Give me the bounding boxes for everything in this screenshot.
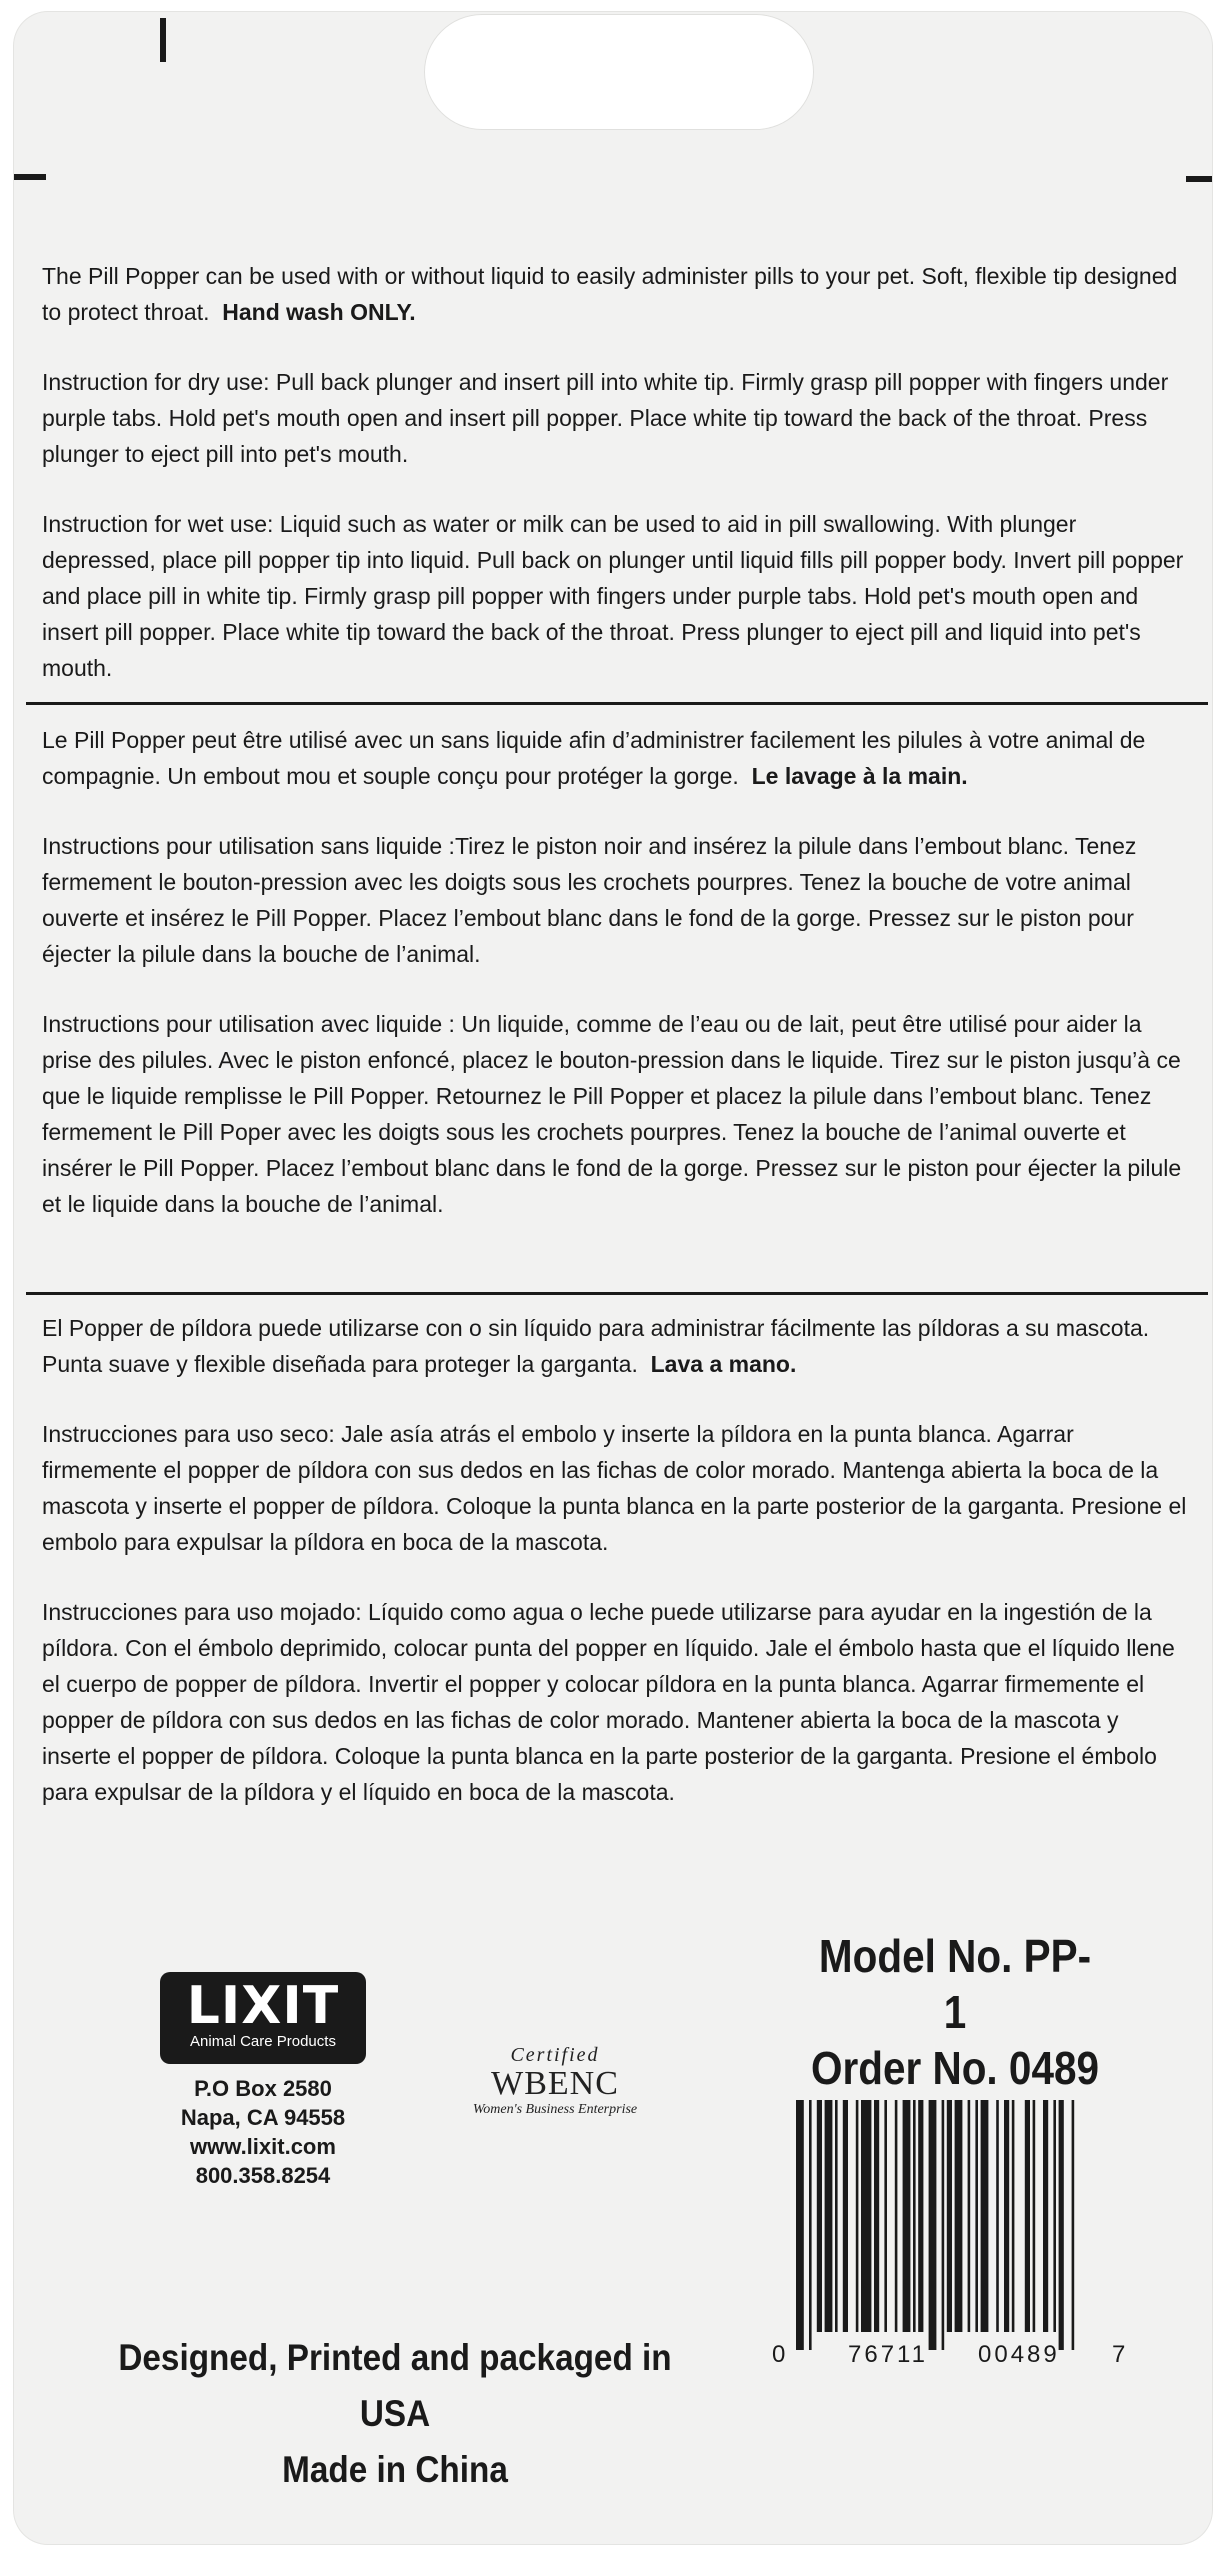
company-address: [160, 2074, 366, 2190]
barcode-bar: [1025, 2100, 1030, 2332]
french-hand-wash: Le lavage à la main.: [751, 763, 968, 789]
barcode-group-left: 76711: [848, 2341, 928, 2368]
divider-english-french: [26, 702, 1208, 705]
barcode-bars: [796, 2100, 1074, 2350]
divider-french-spanish: [26, 1292, 1208, 1295]
barcode-bar: [942, 2100, 945, 2350]
crop-mark-left: [14, 174, 46, 180]
french-intro: Le Pill Popper peut être utilisé avec un sans liquide afin d’administrer facilement les pilules à votre animal de compagnie. Un embout mou et souple conçu pour protéger la gorge. Le lavage à la main.: [42, 727, 1146, 789]
barcode-bar: [918, 2100, 923, 2332]
french-section: [42, 722, 1190, 1256]
logo-subtitle: Animal Care Products: [190, 2033, 336, 2050]
crop-mark-top: [160, 18, 166, 62]
spanish-intro: El Popper de píldora puede utilizarse con o sin líquido para administrar fácilmente las píldoras a su mascota. Punta suave y flexible diseñada para proteger la garganta. Lava a mano.: [42, 1315, 1150, 1377]
barcode-digit-right: 7: [1112, 2341, 1126, 2368]
barcode-bar: [1033, 2100, 1036, 2332]
english-section: [42, 258, 1190, 720]
barcode-group-right: 00489: [978, 2341, 1060, 2368]
barcode-bar: [1072, 2100, 1075, 2350]
spanish-wet-instructions: Instrucciones para uso mojado: Líquido como agua o leche puede utilizarse para ayudar en la ingestión de la píldora. Con el émbolo deprimido, colocar punta del popper en líquido. Jale el émbolo hasta que el líquido llene el cuerpo de popper de píldora. Invertir el popper y colocar píldora en la punta blanca. Agarrar firmemente el popper de píldora con sus dedos en las fichas de color morado. Mantener abierta la boca de la mascota y inserte el popper de píldora. Coloque la punta blanca en la parte posterior de la garganta. Presione el émbolo para expulsar de la píldora y el líquido en boca de la mascota.: [42, 1599, 1175, 1805]
barcode-bar: [861, 2100, 871, 2332]
address-city: Napa, CA 94558: [180, 2105, 346, 2130]
address-po-box: P.O Box 2580: [194, 2076, 332, 2101]
english-wet-instructions: Instruction for wet use: Liquid such as water or milk can be used to aid in pill swallowing. With plunger depressed, place pill popper tip into liquid. Pull back on plunger until liquid fills pill popper body. Invert pill popper and place pill in white tip. Firmly grasp pill popper with fingers under purple tabs. Hold pet's mouth open and insert pill popper. Place white tip toward the back of the throat. Press plunger to eject pill and liquid into pet's mouth.: [42, 511, 1184, 681]
barcode-bar: [843, 2100, 848, 2332]
barcode-bar: [955, 2100, 963, 2332]
origin-designed: Designed, Printed and packaged in USA: [118, 2337, 672, 2434]
barcode-bar: [809, 2100, 812, 2350]
upc-barcode: [770, 2100, 1130, 2370]
website: www.lixit.com: [190, 2134, 336, 2159]
logo-name: LIXIT: [186, 1976, 340, 2036]
barcode-bar: [796, 2100, 804, 2350]
lixit-logo: [160, 1972, 366, 2064]
spanish-hand-wash: Lava a mano.: [650, 1351, 797, 1377]
barcode-bar: [996, 2100, 999, 2332]
barcode-bar: [903, 2100, 911, 2332]
phone: 800.358.8254: [195, 2163, 331, 2188]
barcode-bar: [817, 2100, 822, 2332]
barcode-bar: [874, 2100, 879, 2332]
french-dry-instructions: Instructions pour utilisation sans liquide :Tirez le piston noir and insérez la pilule dans l’embout blanc. Tenez fermement le bouton-pression avec les doigts sous les crochets pourpres. Tenez la bouche de votre animal ouverte et insérez le Pill Popper. Placez l’embout blanc dans le fond de la gorge. Pressez sur le piston pour éjecter la pilule dans la bouche de l’animal.: [42, 833, 1137, 967]
barcode-bar: [835, 2100, 838, 2332]
barcode-bar: [895, 2100, 898, 2332]
wbenc-certification: [450, 2044, 660, 2118]
english-hand-wash: Hand wash ONLY.: [222, 299, 416, 325]
model-number: Model No. PP-1: [818, 1930, 1092, 2038]
english-intro: The Pill Popper can be used with or without liquid to easily administer pills to your pet. Soft, flexible tip designed to protect throat. Hand wash ONLY.: [42, 263, 1178, 325]
certified-label: Certified: [510, 2044, 600, 2066]
barcode-bar: [825, 2100, 833, 2332]
barcode-bar: [1012, 2100, 1015, 2332]
barcode-bar: [1053, 2100, 1056, 2332]
barcode-bar: [913, 2100, 916, 2332]
origin-statement: [112, 2330, 679, 2498]
product-info: [810, 1928, 1100, 2096]
barcode-bar: [975, 2100, 978, 2332]
origin-made-in: Made in China: [282, 2449, 508, 2490]
wbenc-name: WBENC: [491, 2065, 619, 2102]
english-dry-instructions: Instruction for dry use: Pull back plunger and insert pill into white tip. Firmly grasp pill popper with fingers under purple tabs. Hold pet's mouth open and insert pill popper. Place white tip toward the back of the throat. Press plunger to eject pill into pet's mouth.: [42, 369, 1169, 467]
barcode-bar: [1043, 2100, 1048, 2332]
spanish-section: [42, 1310, 1190, 1844]
order-number: Order No. 0489: [810, 2042, 1099, 2094]
barcode-digit-left: 0: [772, 2341, 786, 2368]
spanish-dry-instructions: Instrucciones para uso seco: Jale asía atrás el embolo y inserte la píldora en la punta blanca. Agarrar firmemente el popper de píldora con sus dedos en las fichas de color morado. Mantenga abierta la boca de la mascota y inserte el popper de píldora. Coloque la punta blanca en la parte posterior de la garganta. Presione el embolo para expulsar la píldora en boca de la mascota.: [42, 1421, 1187, 1555]
hang-slot: [424, 14, 814, 130]
barcode-bar: [1059, 2100, 1064, 2350]
barcode-bar: [856, 2100, 859, 2332]
barcode-bar: [929, 2100, 937, 2350]
barcode-bar: [968, 2100, 971, 2332]
crop-mark-right: [1186, 176, 1212, 182]
barcode-bar: [1004, 2100, 1009, 2332]
barcode-bar: [947, 2100, 952, 2332]
french-wet-instructions: Instructions pour utilisation avec liquide : Un liquide, comme de l’eau ou de lait, peut être utilisé pour aider la prise des pilules. Avec le piston enfoncé, placez le bouton-pression dans le liquide. Tirez sur le piston jusqu’à ce que le liquide remplisse le Pill Popper. Retournez le Pill Popper et placez la pilule dans l’embout blanc. Tenez fermement le Pill Poper avec les doigts sous les crochets pourpres. Tenez la bouche de l’animal ouverte et insérer le Pill Popper. Placez l’embout blanc dans le fond de la gorge. Pressez sur le piston pour éjecter la pilule et le liquide dans la bouche de l’animal.: [42, 1011, 1182, 1217]
wbenc-subtitle: Women's Business Enterprise: [472, 2102, 638, 2117]
barcode-bar: [981, 2100, 989, 2332]
barcode-bar: [884, 2100, 887, 2332]
